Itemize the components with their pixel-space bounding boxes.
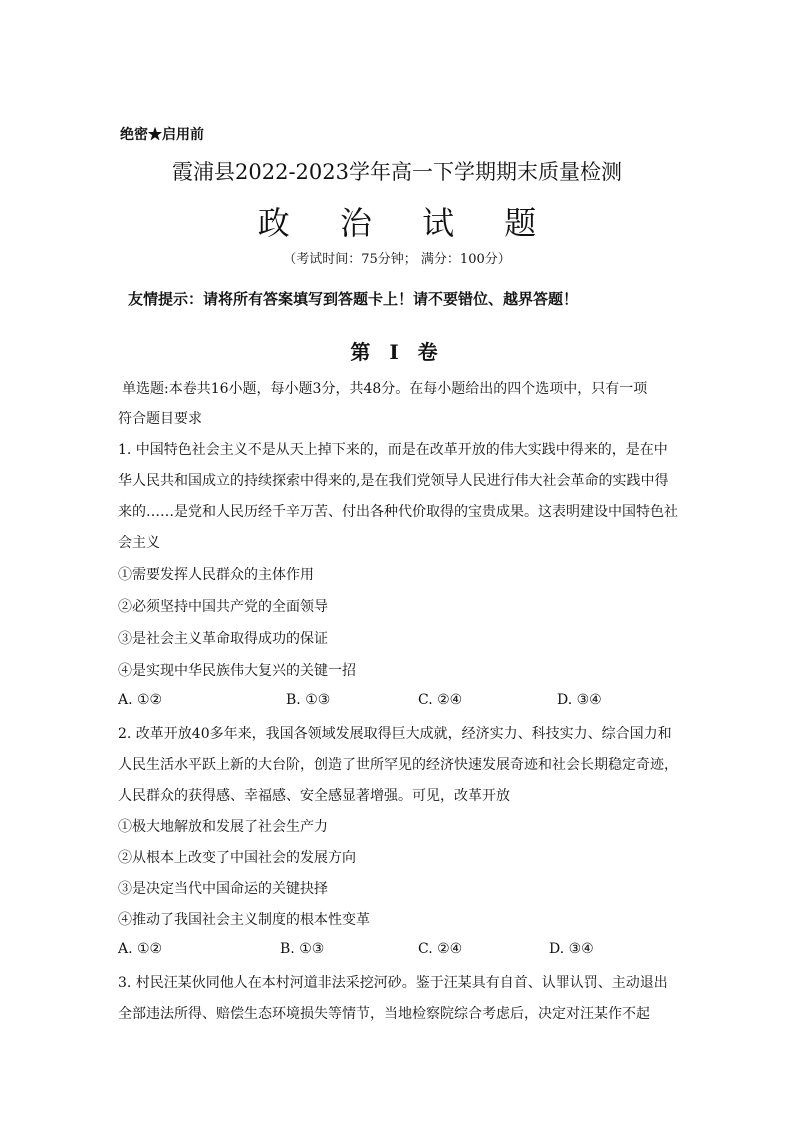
volume-title: 第 Ⅰ 卷 [350,340,444,364]
exam-timing: （考试时间：75分钟； 满分：100分） [283,252,511,267]
q2-stem-line-1: 2. 改革开放40多年来，我国各领域发展取得巨大成就，经济实力、科技实力、综合国力和 [118,726,672,742]
q1-stem-line-2: 华人民共和国成立的持续探索中得来的,是在我们党领导人民进行伟大社会革命的实践中得 [118,473,669,489]
q2-stem-line-3: 人民群众的获得感、幸福感、安全感显著增强。可见，改革开放 [118,788,510,804]
q3-stem-line-1: 3. 村民汪某伙同他人在本村河道非法采挖河砂。鉴于汪某具有自首、认罪认罚、主动退出 [118,975,668,991]
secret-mark: 绝密★启用前 [120,127,204,143]
friendly-notice: 友情提示：请将所有答案填写到答题卡上！请不要错位、越界答题！ [128,290,579,308]
instructions-line-2: 符合题目要求 [118,411,202,427]
q2-stem-line-2: 人民生活水平跃上新的大台阶，创造了世所罕见的经济快速发展奇迹和社会长期稳定奇迹， [118,757,678,773]
q1-item-2: ②必须坚持中国共产党的全面领导 [118,599,328,615]
q2-option-a: A. ①② [118,941,163,957]
q1-option-d: D. ③④ [557,692,602,708]
q1-stem-line-3: 来的……是党和人民历经千辛万苦、付出各种代价取得的宝贵成果。这表明建设中国特色社 [118,504,678,520]
q2-option-b: B. ①③ [280,941,325,957]
q2-item-1: ①极大地解放和发展了社会生产力 [118,819,328,835]
q1-option-a: A. ①② [118,692,163,708]
q2-item-2: ②从根本上改变了中国社会的发展方向 [118,850,356,866]
q2-option-d: D. ③④ [549,941,594,957]
q1-stem-line-1: 1. 中国特色社会主义不是从天上掉下来的，而是在改革开放的伟大实践中得来的，是在中 [118,442,668,458]
exam-title: 霞浦县2022-2023学年高一下学期期末质量检测 [172,160,622,184]
q1-stem-line-4: 会主义 [118,535,160,551]
subject-title: 政 治 试 题 [257,204,557,242]
q1-option-b: B. ①③ [286,692,331,708]
q1-item-4: ④是实现中华民族伟大复兴的关键一招 [118,663,356,679]
q1-item-3: ③是社会主义革命取得成功的保证 [118,631,328,647]
q3-stem-line-2: 全部违法所得、赔偿生态环境损失等情节，当地检察院综合考虑后，决定对汪某作不起 [118,1006,650,1022]
q2-option-c: C. ②④ [418,941,463,957]
q1-option-c: C. ②④ [418,692,463,708]
q1-item-1: ①需要发挥人民群众的主体作用 [118,567,314,583]
q2-item-3: ③是决定当代中国命运的关键抉择 [118,881,328,897]
instructions-line-1: 单选题:本卷共16小题，每小题3分，共48分。在每小题给出的四个选项中，只有一项 [122,381,648,397]
q2-item-4: ④推动了我国社会主义制度的根本性变革 [118,912,370,928]
